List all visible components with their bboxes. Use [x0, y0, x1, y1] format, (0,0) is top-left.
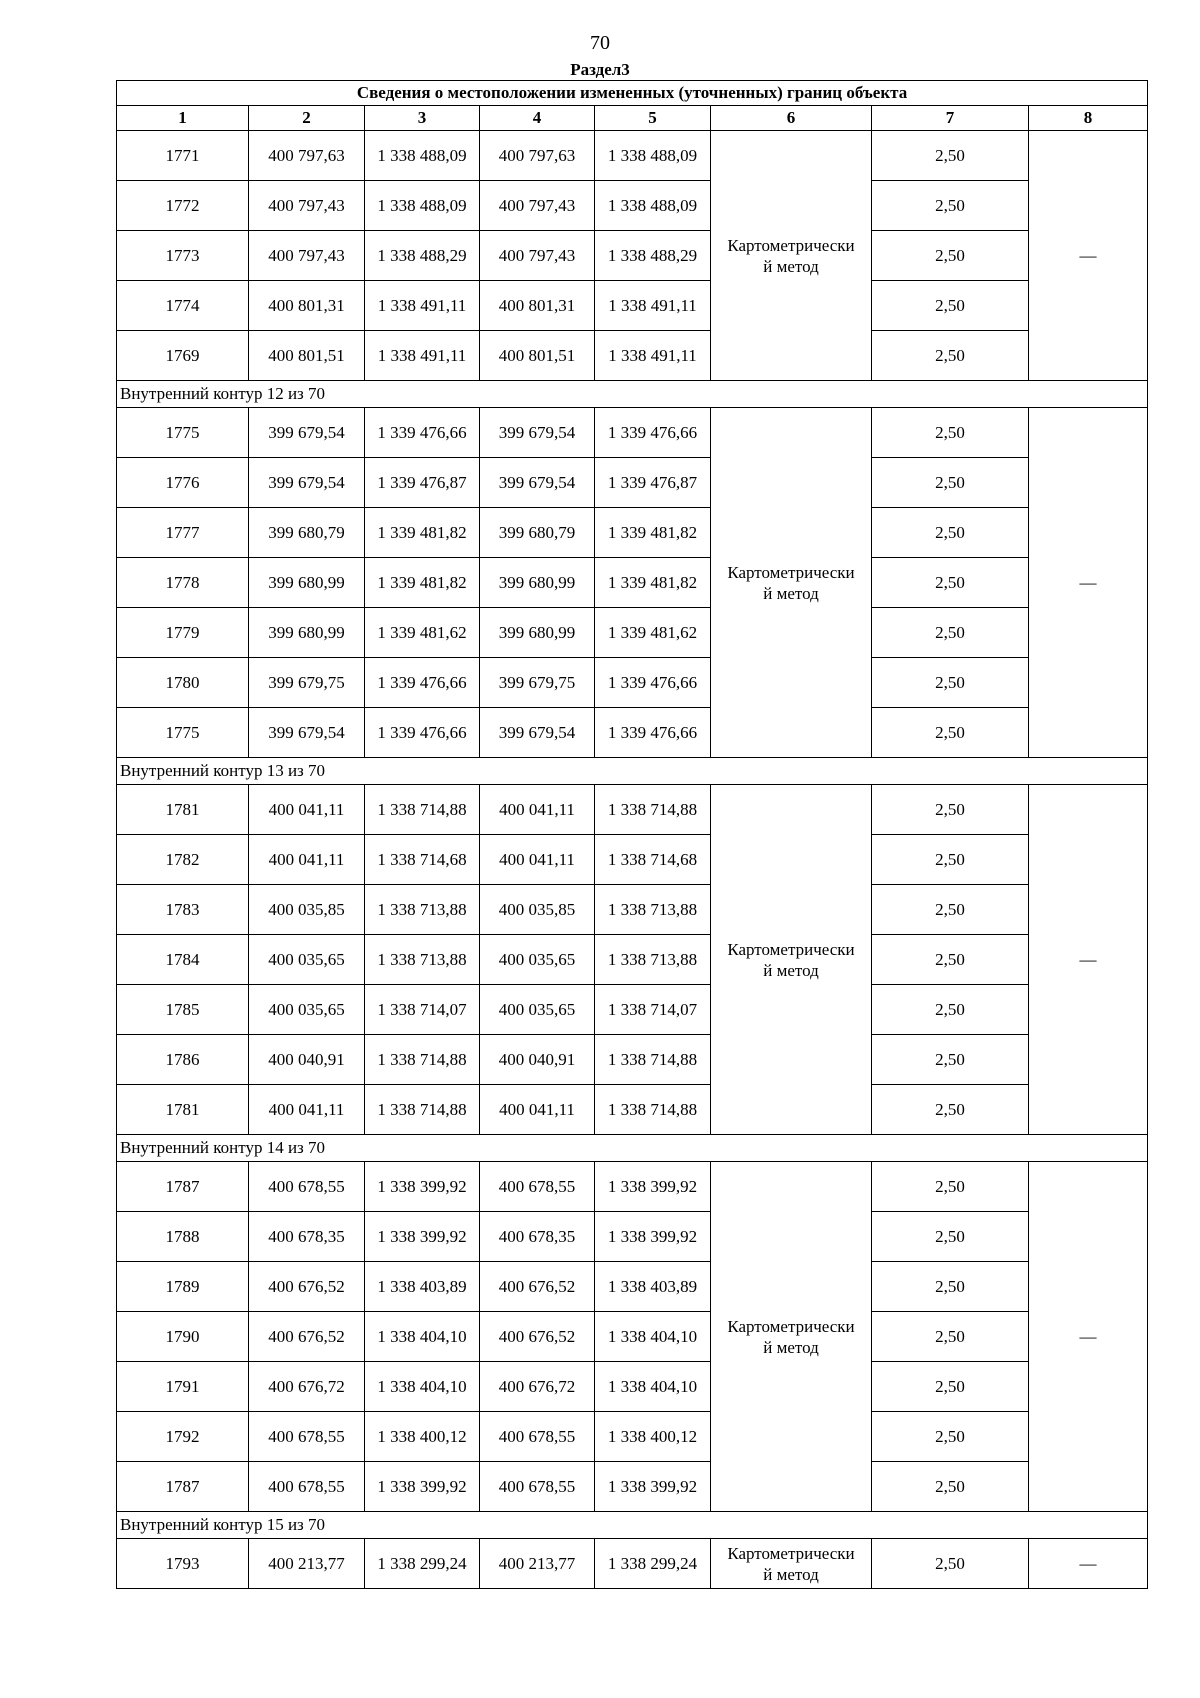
point-number-cell: 1769: [117, 331, 249, 381]
y-new-cell: 1 339 476,66: [595, 408, 711, 458]
contour-header-row: [117, 758, 1148, 785]
y-old-cell: 1 338 399,92: [365, 1462, 480, 1512]
method-cell: [711, 131, 872, 381]
y-old-cell: 1 339 476,66: [365, 708, 480, 758]
x-new-cell: 400 041,11: [480, 1085, 595, 1135]
y-old-cell: 1 338 491,11: [365, 331, 480, 381]
y-old-cell: 1 339 481,82: [365, 508, 480, 558]
x-new-cell: 399 680,99: [480, 608, 595, 658]
accuracy-cell: 2,50: [872, 935, 1029, 985]
table-row: [117, 1162, 1148, 1212]
y-old-cell: 1 339 481,82: [365, 558, 480, 608]
boundary-table: [116, 80, 1148, 1589]
point-number-cell: 1780: [117, 658, 249, 708]
table-row: [117, 331, 1148, 381]
x-new-cell: 400 676,52: [480, 1312, 595, 1362]
y-old-cell: 1 338 399,92: [365, 1212, 480, 1262]
table-body: [117, 81, 1148, 1589]
y-new-cell: 1 338 488,09: [595, 131, 711, 181]
x-new-cell: 400 801,31: [480, 281, 595, 331]
table-row: [117, 1262, 1148, 1312]
y-old-cell: 1 338 713,88: [365, 935, 480, 985]
y-old-cell: 1 338 714,68: [365, 835, 480, 885]
x-new-cell: 400 676,72: [480, 1362, 595, 1412]
accuracy-cell: 2,50: [872, 1412, 1029, 1462]
method-text-line1: Картометрически: [727, 235, 855, 255]
x-new-cell: 399 680,79: [480, 508, 595, 558]
x-new-cell: 399 679,54: [480, 408, 595, 458]
x-old-cell: 400 801,31: [249, 281, 365, 331]
point-number-cell: 1777: [117, 508, 249, 558]
x-old-cell: 399 679,75: [249, 658, 365, 708]
column-header: 1: [117, 106, 249, 131]
point-number-cell: 1772: [117, 181, 249, 231]
table-row: [117, 885, 1148, 935]
method-text-line1: Картометрически: [727, 939, 855, 959]
y-new-cell: 1 338 713,88: [595, 885, 711, 935]
table-row: [117, 508, 1148, 558]
column-header: 8: [1029, 106, 1148, 131]
y-old-cell: 1 338 488,29: [365, 231, 480, 281]
point-number-cell: 1787: [117, 1462, 249, 1512]
column-header: 5: [595, 106, 711, 131]
point-number-cell: 1781: [117, 1085, 249, 1135]
y-old-cell: 1 338 400,12: [365, 1412, 480, 1462]
accuracy-cell: 2,50: [872, 458, 1029, 508]
accuracy-cell: 2,50: [872, 1462, 1029, 1512]
point-number-cell: 1773: [117, 231, 249, 281]
method-text-line2: й метод: [763, 960, 819, 980]
table-row: [117, 785, 1148, 835]
table-row: [117, 1312, 1148, 1362]
point-number-cell: 1789: [117, 1262, 249, 1312]
table-row: [117, 1085, 1148, 1135]
method-text-line1: Картометрически: [727, 1543, 855, 1563]
table-row: [117, 1539, 1148, 1589]
accuracy-cell: 2,50: [872, 985, 1029, 1035]
x-old-cell: 400 797,63: [249, 131, 365, 181]
point-number-cell: 1779: [117, 608, 249, 658]
x-old-cell: 400 676,52: [249, 1262, 365, 1312]
y-new-cell: 1 339 481,62: [595, 608, 711, 658]
table-row: [117, 231, 1148, 281]
x-old-cell: 399 679,54: [249, 708, 365, 758]
y-new-cell: 1 338 403,89: [595, 1262, 711, 1312]
column-header-row: [117, 106, 1148, 131]
table-row: [117, 281, 1148, 331]
y-old-cell: 1 338 714,88: [365, 1035, 480, 1085]
accuracy-cell: 2,50: [872, 1262, 1029, 1312]
accuracy-cell: 2,50: [872, 1162, 1029, 1212]
y-old-cell: 1 338 714,88: [365, 1085, 480, 1135]
x-old-cell: 400 035,65: [249, 985, 365, 1035]
y-old-cell: 1 338 488,09: [365, 131, 480, 181]
x-old-cell: 400 797,43: [249, 181, 365, 231]
x-old-cell: 400 678,35: [249, 1212, 365, 1262]
point-number-cell: 1775: [117, 408, 249, 458]
x-old-cell: 399 679,54: [249, 458, 365, 508]
accuracy-cell: 2,50: [872, 558, 1029, 608]
accuracy-cell: 2,50: [872, 1539, 1029, 1589]
x-new-cell: 400 035,85: [480, 885, 595, 935]
table-row: [117, 985, 1148, 1035]
table-row: [117, 608, 1148, 658]
x-old-cell: 399 680,99: [249, 558, 365, 608]
contour-header-row: [117, 1512, 1148, 1539]
y-new-cell: 1 338 399,92: [595, 1462, 711, 1512]
notes-cell: —: [1029, 785, 1148, 1135]
method-text-line1: Картометрически: [727, 562, 855, 582]
y-new-cell: 1 338 491,11: [595, 331, 711, 381]
method-cell: [711, 408, 872, 758]
contour-label: Внутренний контур 13 из 70: [117, 758, 1148, 785]
y-new-cell: 1 338 714,07: [595, 985, 711, 1035]
table-row: [117, 935, 1148, 985]
y-new-cell: 1 338 714,88: [595, 1085, 711, 1135]
x-old-cell: 400 676,52: [249, 1312, 365, 1362]
table-row: [117, 558, 1148, 608]
method-cell: [711, 785, 872, 1135]
point-number-cell: 1781: [117, 785, 249, 835]
y-new-cell: 1 339 476,87: [595, 458, 711, 508]
x-new-cell: 400 035,65: [480, 935, 595, 985]
y-old-cell: 1 338 488,09: [365, 181, 480, 231]
point-number-cell: 1778: [117, 558, 249, 608]
y-new-cell: 1 338 299,24: [595, 1539, 711, 1589]
accuracy-cell: 2,50: [872, 785, 1029, 835]
method-cell: [711, 1162, 872, 1512]
accuracy-cell: 2,50: [872, 131, 1029, 181]
x-old-cell: 400 678,55: [249, 1162, 365, 1212]
column-header: 6: [711, 106, 872, 131]
y-new-cell: 1 338 399,92: [595, 1162, 711, 1212]
x-old-cell: 400 797,43: [249, 231, 365, 281]
y-new-cell: 1 338 491,11: [595, 281, 711, 331]
x-new-cell: 400 041,11: [480, 785, 595, 835]
y-old-cell: 1 338 714,88: [365, 785, 480, 835]
table-caption: Сведения о местоположении измененных (уточненных) границ объекта: [117, 81, 1148, 106]
x-new-cell: 400 040,91: [480, 1035, 595, 1085]
y-old-cell: 1 339 476,66: [365, 658, 480, 708]
y-new-cell: 1 338 714,88: [595, 785, 711, 835]
y-new-cell: 1 338 399,92: [595, 1212, 711, 1262]
table-row: [117, 1212, 1148, 1262]
accuracy-cell: 2,50: [872, 835, 1029, 885]
table-row: [117, 708, 1148, 758]
table-row: [117, 458, 1148, 508]
method-text-line2: й метод: [763, 583, 819, 603]
y-old-cell: 1 338 404,10: [365, 1312, 480, 1362]
column-header: 2: [249, 106, 365, 131]
x-old-cell: 400 035,85: [249, 885, 365, 935]
accuracy-cell: 2,50: [872, 281, 1029, 331]
accuracy-cell: 2,50: [872, 231, 1029, 281]
accuracy-cell: 2,50: [872, 1362, 1029, 1412]
x-new-cell: 400 797,63: [480, 131, 595, 181]
x-old-cell: 400 041,11: [249, 835, 365, 885]
point-number-cell: 1792: [117, 1412, 249, 1462]
x-new-cell: 400 678,55: [480, 1162, 595, 1212]
point-number-cell: 1783: [117, 885, 249, 935]
accuracy-cell: 2,50: [872, 508, 1029, 558]
x-old-cell: 400 213,77: [249, 1539, 365, 1589]
column-header: 4: [480, 106, 595, 131]
accuracy-cell: 2,50: [872, 408, 1029, 458]
x-new-cell: 399 679,54: [480, 708, 595, 758]
x-old-cell: 400 678,55: [249, 1412, 365, 1462]
method-text-line1: Картометрически: [727, 1316, 855, 1336]
x-new-cell: 399 680,99: [480, 558, 595, 608]
y-old-cell: 1 338 404,10: [365, 1362, 480, 1412]
x-new-cell: 400 676,52: [480, 1262, 595, 1312]
method-cell: [711, 1539, 872, 1589]
y-old-cell: 1 338 491,11: [365, 281, 480, 331]
y-old-cell: 1 339 476,87: [365, 458, 480, 508]
table-row: [117, 408, 1148, 458]
point-number-cell: 1776: [117, 458, 249, 508]
accuracy-cell: 2,50: [872, 331, 1029, 381]
column-header: 3: [365, 106, 480, 131]
y-new-cell: 1 338 714,88: [595, 1035, 711, 1085]
method-text-line2: й метод: [763, 1337, 819, 1357]
contour-header-row: [117, 381, 1148, 408]
x-old-cell: 400 041,11: [249, 1085, 365, 1135]
notes-cell: —: [1029, 1162, 1148, 1512]
point-number-cell: 1791: [117, 1362, 249, 1412]
x-new-cell: 400 041,11: [480, 835, 595, 885]
y-new-cell: 1 338 488,09: [595, 181, 711, 231]
point-number-cell: 1775: [117, 708, 249, 758]
y-old-cell: 1 338 399,92: [365, 1162, 480, 1212]
x-new-cell: 400 797,43: [480, 181, 595, 231]
table-row: [117, 1362, 1148, 1412]
point-number-cell: 1786: [117, 1035, 249, 1085]
notes-cell: —: [1029, 1539, 1148, 1589]
y-old-cell: 1 338 713,88: [365, 885, 480, 935]
accuracy-cell: 2,50: [872, 1212, 1029, 1262]
table-row: [117, 181, 1148, 231]
x-old-cell: 400 041,11: [249, 785, 365, 835]
y-new-cell: 1 339 481,82: [595, 558, 711, 608]
accuracy-cell: 2,50: [872, 181, 1029, 231]
y-new-cell: 1 339 481,82: [595, 508, 711, 558]
y-new-cell: 1 339 476,66: [595, 708, 711, 758]
section-title: Раздел3: [570, 60, 630, 79]
point-number-cell: 1782: [117, 835, 249, 885]
accuracy-cell: 2,50: [872, 1085, 1029, 1135]
x-new-cell: 399 679,75: [480, 658, 595, 708]
notes-cell: —: [1029, 408, 1148, 758]
table-row: [117, 658, 1148, 708]
page-number: 70: [590, 32, 610, 54]
accuracy-cell: 2,50: [872, 658, 1029, 708]
x-old-cell: 400 676,72: [249, 1362, 365, 1412]
x-new-cell: 400 678,55: [480, 1412, 595, 1462]
x-old-cell: 400 801,51: [249, 331, 365, 381]
table-row: [117, 1412, 1148, 1462]
accuracy-cell: 2,50: [872, 1312, 1029, 1362]
x-new-cell: 400 213,77: [480, 1539, 595, 1589]
point-number-cell: 1771: [117, 131, 249, 181]
method-text-line2: й метод: [763, 256, 819, 276]
column-header: 7: [872, 106, 1029, 131]
x-old-cell: 399 680,79: [249, 508, 365, 558]
x-old-cell: 400 040,91: [249, 1035, 365, 1085]
x-old-cell: 399 679,54: [249, 408, 365, 458]
point-number-cell: 1790: [117, 1312, 249, 1362]
y-old-cell: 1 339 476,66: [365, 408, 480, 458]
y-old-cell: 1 338 714,07: [365, 985, 480, 1035]
y-new-cell: 1 338 714,68: [595, 835, 711, 885]
contour-label: Внутренний контур 15 из 70: [117, 1512, 1148, 1539]
method-text-line2: й метод: [763, 1564, 819, 1584]
point-number-cell: 1784: [117, 935, 249, 985]
point-number-cell: 1787: [117, 1162, 249, 1212]
contour-header-row: [117, 1135, 1148, 1162]
x-new-cell: 399 679,54: [480, 458, 595, 508]
contour-label: Внутренний контур 14 из 70: [117, 1135, 1148, 1162]
accuracy-cell: 2,50: [872, 708, 1029, 758]
accuracy-cell: 2,50: [872, 885, 1029, 935]
x-new-cell: 400 678,35: [480, 1212, 595, 1262]
x-new-cell: 400 035,65: [480, 985, 595, 1035]
x-new-cell: 400 801,51: [480, 331, 595, 381]
x-old-cell: 400 678,55: [249, 1462, 365, 1512]
x-new-cell: 400 797,43: [480, 231, 595, 281]
y-new-cell: 1 338 488,29: [595, 231, 711, 281]
point-number-cell: 1774: [117, 281, 249, 331]
y-new-cell: 1 338 404,10: [595, 1312, 711, 1362]
y-new-cell: 1 338 713,88: [595, 935, 711, 985]
y-new-cell: 1 338 400,12: [595, 1412, 711, 1462]
y-new-cell: 1 339 476,66: [595, 658, 711, 708]
table-row: [117, 835, 1148, 885]
y-old-cell: 1 338 299,24: [365, 1539, 480, 1589]
y-old-cell: 1 338 403,89: [365, 1262, 480, 1312]
table-row: [117, 1462, 1148, 1512]
x-new-cell: 400 678,55: [480, 1462, 595, 1512]
x-old-cell: 399 680,99: [249, 608, 365, 658]
point-number-cell: 1785: [117, 985, 249, 1035]
table-row: [117, 1035, 1148, 1085]
y-new-cell: 1 338 404,10: [595, 1362, 711, 1412]
y-old-cell: 1 339 481,62: [365, 608, 480, 658]
point-number-cell: 1788: [117, 1212, 249, 1262]
accuracy-cell: 2,50: [872, 1035, 1029, 1085]
table-row: [117, 131, 1148, 181]
notes-cell: —: [1029, 131, 1148, 381]
contour-label: Внутренний контур 12 из 70: [117, 381, 1148, 408]
table-caption-row: [117, 81, 1148, 106]
point-number-cell: 1793: [117, 1539, 249, 1589]
x-old-cell: 400 035,65: [249, 935, 365, 985]
accuracy-cell: 2,50: [872, 608, 1029, 658]
